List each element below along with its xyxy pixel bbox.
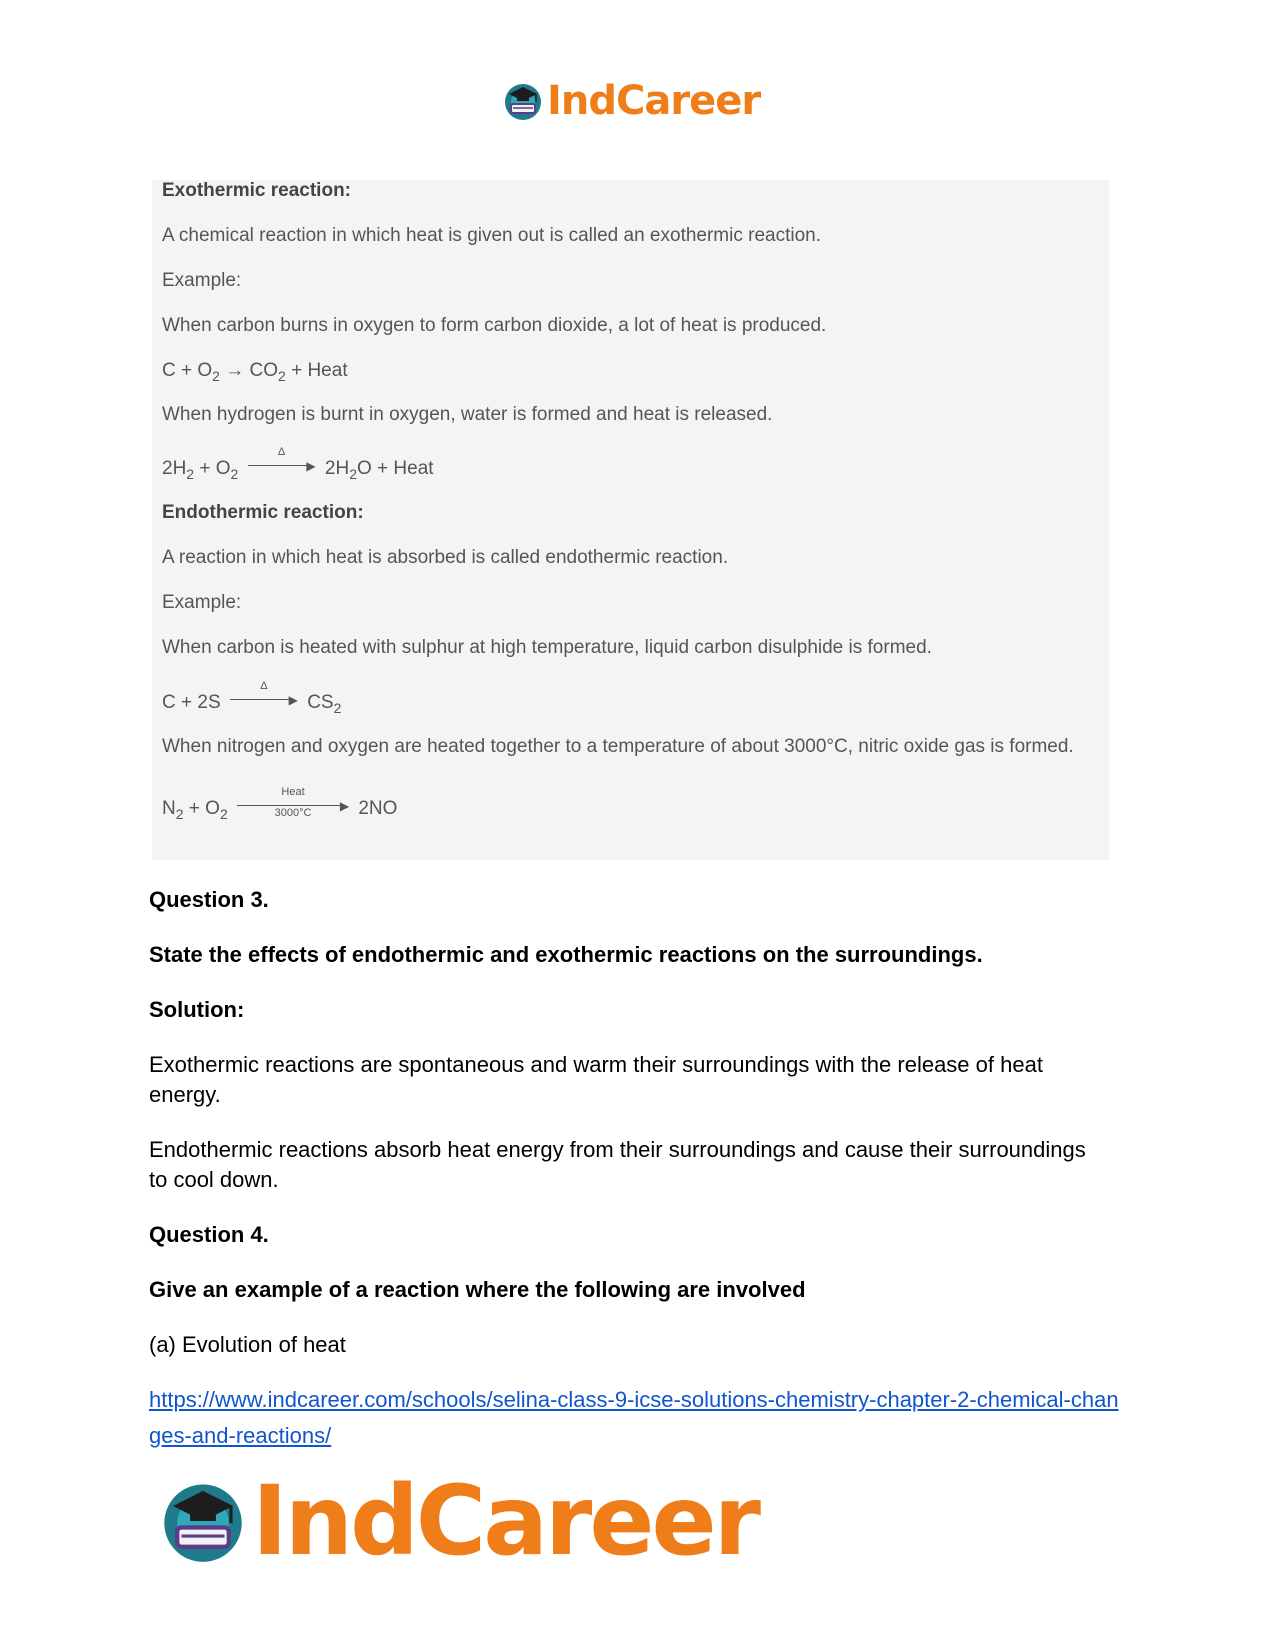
- equation-nitrogen-oxygen: $N_2 + O_2$ Heat ▶ 3000°C 2NO: [162, 786, 398, 822]
- reaction-arrow: Heat ▶ 3000°C: [237, 798, 349, 812]
- indcareer-logo-top: [503, 78, 760, 124]
- equation-hydrogen-oxygen: $2H_2 + O_2$ Δ ▶ $2H_2O$ + Heat: [162, 446, 434, 482]
- logo-wordmark: IndCareer: [252, 1465, 758, 1577]
- question-4-part-a: (a) Evolution of heat: [149, 1332, 346, 1357]
- question-4-label: Question 4.: [149, 1222, 269, 1247]
- reaction-notes-image: [152, 180, 1109, 860]
- exothermic-example-label: Example:: [162, 270, 242, 291]
- exothermic-example-2: When hydrogen is burnt in oxygen, water is formed and heat is released.: [162, 404, 773, 425]
- equation-carbon-sulphur: C + 2S Δ ▶ $CS_2$: [162, 680, 342, 716]
- endothermic-example-2: When nitrogen and oxygen are heated together to a temperature of about 3000°C, nitric oxide gas is formed.: [162, 736, 1074, 757]
- indcareer-logo-bottom: [160, 1465, 758, 1577]
- graduation-cap-book-globe-icon: [160, 1478, 246, 1564]
- endothermic-definition: A reaction in which heat is absorbed is called endothermic reaction.: [162, 547, 729, 568]
- reaction-arrow: Δ ▶: [230, 692, 298, 706]
- exothermic-heading: Exothermic reaction:: [162, 180, 351, 201]
- logo-wordmark: IndCareer: [547, 78, 761, 124]
- question-4-text: Give an example of a reaction where the following are involved: [149, 1277, 806, 1302]
- exothermic-definition: A chemical reaction in which heat is given out is called an exothermic reaction.: [162, 225, 822, 246]
- source-link[interactable]: https://www.indcareer.com/schools/selina-class-9-icse-solutions-chemistry-chapter-2-chemical-changes-and-reactions/: [149, 1387, 1119, 1448]
- equation-carbon-oxygen: $C + O_2 \to CO_2$ + Heat: [162, 360, 348, 384]
- answer-paragraph-2: Endothermic reactions absorb heat energy from their surroundings and cause their surroundings to cool down.: [149, 1137, 1086, 1192]
- solution-label: Solution:: [149, 997, 245, 1022]
- endothermic-example-1: When carbon is heated with sulphur at high temperature, liquid carbon disulphide is formed.: [162, 637, 932, 658]
- reaction-arrow: Δ ▶: [248, 458, 316, 472]
- endothermic-example-label: Example:: [162, 592, 242, 613]
- question-3-text: State the effects of endothermic and exothermic reactions on the surroundings.: [149, 942, 983, 967]
- question-3-label: Question 3.: [149, 887, 269, 912]
- answer-paragraph-1: Exothermic reactions are spontaneous and warm their surroundings with the release of heat energy.: [149, 1052, 1043, 1107]
- endothermic-heading: Endothermic reaction:: [162, 502, 364, 523]
- exothermic-example-1: When carbon burns in oxygen to form carbon dioxide, a lot of heat is produced.: [162, 315, 827, 336]
- graduation-cap-book-globe-icon: [503, 81, 543, 121]
